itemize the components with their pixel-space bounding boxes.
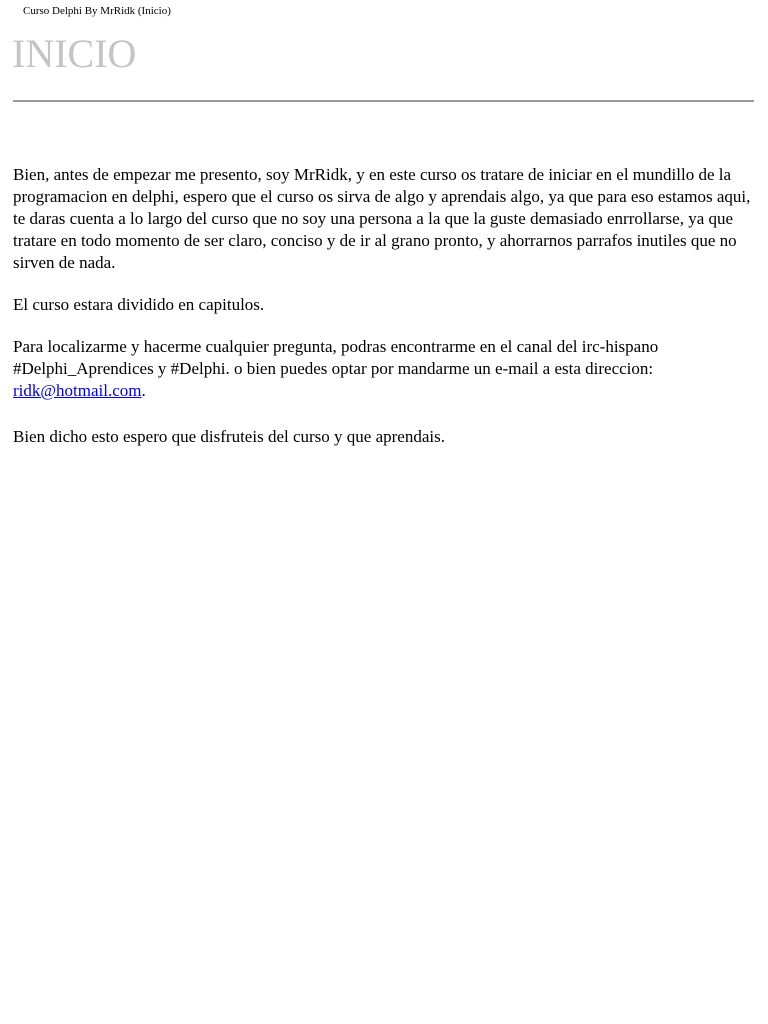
page-content [13, 164, 755, 468]
chapters-paragraph: El curso estara dividido en capitulos. [13, 295, 265, 314]
print-header: Curso Delphi By MrRidk (Inicio) [23, 5, 171, 17]
title-divider [13, 100, 754, 102]
intro-paragraph: Bien, antes de empezar me presento, soy MrRidk, y en este curso os tratare de iniciar en el mundillo de la programacion en delphi, espero que el curso os sirva de algo y aprendais algo, ya que para eso estamos aqui, te daras cuenta a lo largo del curso que no soy una persona a la que la guste demasiado enrrollarse, ya que tratare en todo momento de ser claro, conciso y de ir al grano pronto, y ahorrarnos parrafos inutiles que no sirven de nada. [13, 165, 751, 272]
page-title: INICIO [12, 31, 137, 76]
closing-paragraph: Bien dicho esto espero que disfruteis del curso y que aprendais. [13, 427, 445, 446]
email-link[interactable]: ridk@hotmail.com [13, 381, 142, 400]
contact-paragraph [13, 336, 755, 402]
contact-text: Para localizarme y hacerme cualquier pregunta, podras encontrarme en el canal del irc-hispano #Delphi_Aprendices y #Delphi. o bien puedes optar por mandarme un e-mail a esta direccion: [13, 337, 659, 378]
email-suffix: . [141, 381, 146, 400]
